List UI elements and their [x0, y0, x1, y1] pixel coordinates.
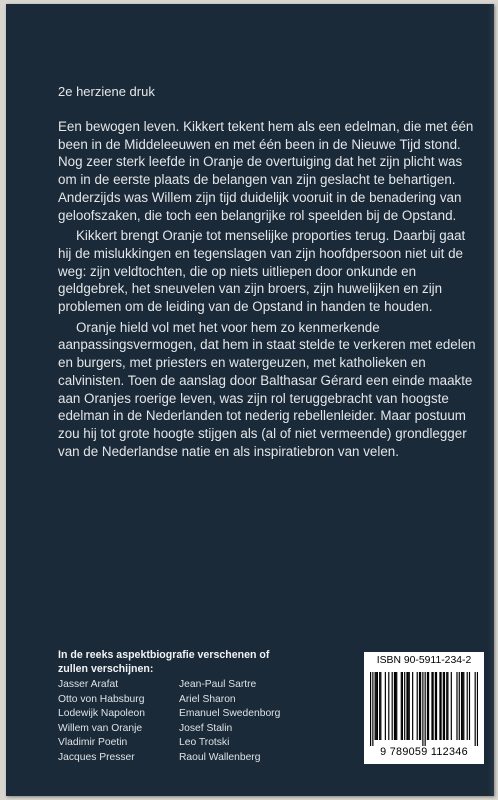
- barcode-bar: [456, 672, 457, 740]
- series-list-right: [179, 678, 309, 766]
- blurb-text: [58, 118, 478, 460]
- series-title: Jasser Arafat: [58, 679, 119, 690]
- barcode-bar: [408, 672, 409, 740]
- series-title: Willem van Oranje: [58, 722, 143, 734]
- barcode-bar: [428, 672, 429, 740]
- barcode-bar: [446, 672, 447, 740]
- barcode-icon: [370, 672, 478, 746]
- barcode-bar: [451, 672, 452, 740]
- barcode-bar: [412, 672, 413, 740]
- blurb-paragraph: Oranje hield vol met het voor hem zo kenmerkende aanpassingsvermogen, dat hem in staat stelde te verkeren met edelen en burgers, met priesters en watergeuzen, met katholieken en calvinisten. Toen de aanslag door Balthasar Gérard een einde maakte aan Oranjes roerige leven, was zijn rol teruggebracht van hoogste edelman in de Nederlanden tot nederig rebellenleider. Maar postuum zou hij tot grote hoogte stijgen als (al of niet vermeende) grondlegger van de Nederlandse natie en als inspiratiebron van velen.: [58, 319, 476, 459]
- barcode-bar: [461, 672, 462, 740]
- series-title: Jacques Presser: [58, 751, 135, 763]
- barcode-bar: [462, 672, 463, 740]
- back-cover: [6, 4, 494, 796]
- barcode-bar: [469, 672, 470, 740]
- barcode-bar: [440, 672, 441, 740]
- series-title: Raoul Wallenberg: [179, 751, 261, 763]
- barcode-bar: [404, 672, 405, 740]
- series-title: Ariel Sharon: [179, 693, 236, 705]
- barcode-bar: [439, 672, 440, 740]
- isbn-barcode-box: [364, 652, 484, 764]
- isbn-digits: 9 789059 112346: [380, 746, 468, 758]
- barcode-bar: [388, 672, 389, 740]
- barcode-bar: [463, 672, 464, 740]
- isbn-label: ISBN 90-5911-234-2: [376, 655, 472, 666]
- barcode-bar: [375, 672, 376, 740]
- barcode-bar: [422, 672, 423, 746]
- barcode-bar: [443, 672, 444, 740]
- series-heading: In de reeks aspektbiografie verschenen of zullen verschijnen:: [58, 649, 270, 675]
- barcode-bar: [477, 672, 478, 746]
- barcode-bar: [396, 672, 397, 740]
- blurb-paragraph: Kikkert brengt Oranje tot menselijke proporties terug. Daarbij gaat hij de mislukkingen en tegenslagen van zijn hoofdpersoon niet uit de weg: zijn veldtochten, die op niets uitliepen door onkunde en geldgebrek, het sneuvelen van zijn broers, zijn huwelijken en zijn problemen om de leiding van de Opstand in handen te houden.: [58, 228, 466, 315]
- barcode-bar: [467, 672, 468, 740]
- barcode-bar: [380, 672, 381, 740]
- barcode-bar: [409, 672, 410, 740]
- barcode-bar: [395, 672, 396, 740]
- barcode-bar: [385, 672, 386, 740]
- barcode-bar: [435, 672, 436, 740]
- series-title: Vladimir Poetin: [58, 737, 128, 749]
- barcode-bar: [417, 672, 418, 740]
- barcode-bar: [402, 672, 403, 740]
- barcode-bar: [436, 672, 437, 740]
- blurb-paragraph: Een bewogen leven. Kikkert tekent hem als een edelman, die met één been in de Middeleeuwen en met één been in de Nieuwe Tijd stond. Nog zeer sterk leefde in Oranje de overtuiging dat het zijn plicht was om in de eerste plaats de belangen van zijn geslacht te behartigen. Anderzijds was Willem zijn tijd duidelijk vooruit in de benadering van geloofszaken, die toch een belangrijke rol speelden bij de Opstand.: [58, 119, 474, 223]
- barcode-bar: [459, 672, 460, 740]
- barcode-bar: [401, 672, 402, 740]
- barcode-bar: [406, 672, 407, 740]
- barcode-bar: [425, 672, 426, 746]
- barcode-bar: [431, 672, 432, 740]
- barcode-bar: [447, 672, 448, 740]
- series-list-left: [58, 678, 168, 766]
- barcode-bar: [370, 672, 371, 746]
- barcode-bar: [372, 672, 373, 746]
- series-title: Jean-Paul Sartre: [179, 679, 257, 690]
- barcode-bar: [377, 672, 378, 740]
- barcode-bar: [419, 672, 420, 740]
- barcode-bar: [427, 672, 428, 740]
- series-title: Leo Trotski: [179, 737, 230, 749]
- series-title: Otto von Habsburg: [58, 693, 145, 705]
- barcode-bar: [444, 672, 445, 740]
- barcode-bar: [433, 672, 434, 740]
- edition-note: 2e herziene druk: [58, 84, 155, 99]
- series-title: Emanuel Swedenborg: [179, 708, 281, 720]
- barcode-bar: [392, 672, 393, 740]
- series-title: Josef Stalin: [179, 722, 233, 734]
- barcode-bar: [376, 672, 377, 740]
- series-title: Lodewijk Napoleon: [58, 708, 146, 720]
- barcode-bar: [379, 672, 380, 740]
- barcode-bar: [420, 672, 421, 740]
- barcode-bar: [394, 672, 395, 740]
- barcode-bar: [475, 672, 476, 746]
